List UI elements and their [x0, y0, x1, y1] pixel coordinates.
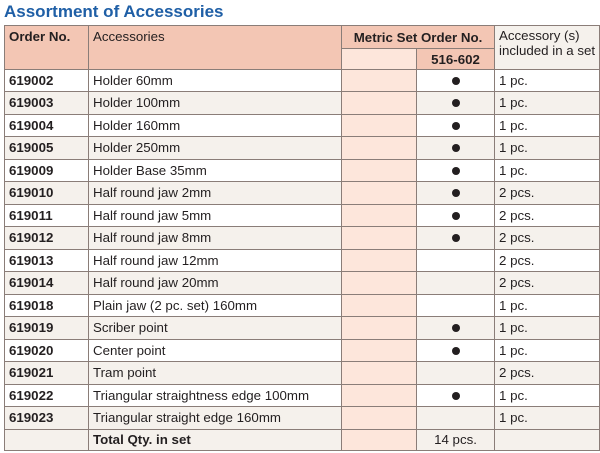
accessory-name-cell: Holder 160mm [89, 114, 342, 136]
blank-cell [342, 294, 417, 316]
blank-cell [342, 182, 417, 204]
table-row [5, 182, 600, 204]
included-qty-cell: 1 pc. [495, 69, 600, 91]
set-inclusion-cell [417, 384, 495, 406]
bullet-icon [452, 189, 460, 197]
set-inclusion-cell [417, 137, 495, 159]
accessory-name-cell: Half round jaw 12mm [89, 249, 342, 271]
set-inclusion-cell [417, 227, 495, 249]
table-row [5, 92, 600, 114]
table-row [5, 294, 600, 316]
order-number-cell: 619021 [5, 362, 89, 384]
included-qty-cell: 1 pc. [495, 114, 600, 136]
included-qty-cell: 2 pcs. [495, 227, 600, 249]
order-number-cell: 619002 [5, 69, 89, 91]
set-inclusion-cell [417, 114, 495, 136]
blank-cell [342, 249, 417, 271]
table-row [5, 114, 600, 136]
included-qty-cell: 1 pc. [495, 317, 600, 339]
order-number-cell: 619019 [5, 317, 89, 339]
included-qty-cell: 1 pc. [495, 294, 600, 316]
order-number-cell: 619022 [5, 384, 89, 406]
bullet-icon [452, 212, 460, 220]
total-empty-cell [495, 429, 600, 451]
bullet-icon [452, 347, 460, 355]
header-accessories: Accessories [89, 26, 342, 70]
table-row [5, 407, 600, 429]
bullet-icon [452, 324, 460, 332]
blank-header-cell [342, 49, 417, 69]
order-number-cell: 619003 [5, 92, 89, 114]
bullet-icon [452, 77, 460, 85]
set-inclusion-cell [417, 317, 495, 339]
table-row [5, 249, 600, 271]
set-inclusion-cell [417, 294, 495, 316]
blank-cell [342, 204, 417, 226]
table-row [5, 227, 600, 249]
included-qty-cell: 1 pc. [495, 92, 600, 114]
accessory-name-cell: Scriber point [89, 317, 342, 339]
order-number-cell: 619023 [5, 407, 89, 429]
header-row [5, 26, 600, 49]
blank-cell [342, 272, 417, 294]
order-number-cell: 619010 [5, 182, 89, 204]
bullet-icon [452, 392, 460, 400]
bullet-icon [452, 167, 460, 175]
set-inclusion-cell [417, 92, 495, 114]
header-included-line1: Accessory (s) [499, 28, 580, 43]
order-number-cell: 619020 [5, 339, 89, 361]
bullet-icon [452, 234, 460, 242]
order-number-cell: 619014 [5, 272, 89, 294]
accessory-name-cell: Triangular straight edge 160mm [89, 407, 342, 429]
table-row [5, 137, 600, 159]
included-qty-cell: 2 pcs. [495, 182, 600, 204]
set-inclusion-cell [417, 407, 495, 429]
total-empty-cell [5, 429, 89, 451]
header-included [495, 26, 600, 70]
table-row [5, 69, 600, 91]
accessory-name-cell: Tram point [89, 362, 342, 384]
total-row [5, 429, 600, 451]
bullet-icon [452, 144, 460, 152]
included-qty-cell: 1 pc. [495, 159, 600, 181]
accessory-name-cell: Half round jaw 5mm [89, 204, 342, 226]
bullet-icon [452, 99, 460, 107]
set-inclusion-cell [417, 69, 495, 91]
included-qty-cell: 1 pc. [495, 339, 600, 361]
accessory-name-cell: Holder 100mm [89, 92, 342, 114]
table-row [5, 362, 600, 384]
set-inclusion-cell [417, 272, 495, 294]
accessory-name-cell: Holder 250mm [89, 137, 342, 159]
set-inclusion-cell [417, 182, 495, 204]
blank-cell [342, 114, 417, 136]
header-metric-set: Metric Set Order No. [342, 26, 495, 49]
accessory-name-cell: Triangular straightness edge 100mm [89, 384, 342, 406]
header-order-no: Order No. [5, 26, 89, 70]
set-inclusion-cell [417, 204, 495, 226]
total-qty-cell: 14 pcs. [417, 429, 495, 451]
page-title: Assortment of Accessories [4, 2, 224, 21]
order-number-cell: 619009 [5, 159, 89, 181]
blank-cell [342, 137, 417, 159]
blank-cell [342, 429, 417, 451]
blank-cell [342, 227, 417, 249]
blank-cell [342, 384, 417, 406]
table-row [5, 272, 600, 294]
order-number-cell: 619018 [5, 294, 89, 316]
blank-cell [342, 92, 417, 114]
included-qty-cell: 2 pcs. [495, 272, 600, 294]
included-qty-cell: 2 pcs. [495, 204, 600, 226]
blank-cell [342, 69, 417, 91]
included-qty-cell: 1 pc. [495, 137, 600, 159]
header-included-line2: included in a set [499, 43, 596, 58]
table-row [5, 384, 600, 406]
accessory-name-cell: Half round jaw 20mm [89, 272, 342, 294]
set-inclusion-cell [417, 249, 495, 271]
header-set-code: 516-602 [417, 49, 495, 69]
blank-cell [342, 159, 417, 181]
order-number-cell: 619005 [5, 137, 89, 159]
table-row [5, 317, 600, 339]
accessory-name-cell: Plain jaw (2 pc. set) 160mm [89, 294, 342, 316]
blank-cell [342, 317, 417, 339]
accessory-name-cell: Half round jaw 8mm [89, 227, 342, 249]
bullet-icon [452, 122, 460, 130]
included-qty-cell: 1 pc. [495, 384, 600, 406]
set-inclusion-cell [417, 362, 495, 384]
included-qty-cell: 1 pc. [495, 407, 600, 429]
included-qty-cell: 2 pcs. [495, 362, 600, 384]
table-row [5, 204, 600, 226]
order-number-cell: 619012 [5, 227, 89, 249]
blank-cell [342, 339, 417, 361]
order-number-cell: 619011 [5, 204, 89, 226]
order-number-cell: 619013 [5, 249, 89, 271]
accessory-name-cell: Center point [89, 339, 342, 361]
blank-cell [342, 407, 417, 429]
set-inclusion-cell [417, 339, 495, 361]
table-row [5, 339, 600, 361]
accessory-name-cell: Half round jaw 2mm [89, 182, 342, 204]
total-label-cell: Total Qty. in set [89, 429, 342, 451]
accessories-table [4, 25, 600, 451]
table-row [5, 159, 600, 181]
order-number-cell: 619004 [5, 114, 89, 136]
included-qty-cell: 2 pcs. [495, 249, 600, 271]
accessory-name-cell: Holder 60mm [89, 69, 342, 91]
set-inclusion-cell [417, 159, 495, 181]
accessory-name-cell: Holder Base 35mm [89, 159, 342, 181]
blank-cell [342, 362, 417, 384]
